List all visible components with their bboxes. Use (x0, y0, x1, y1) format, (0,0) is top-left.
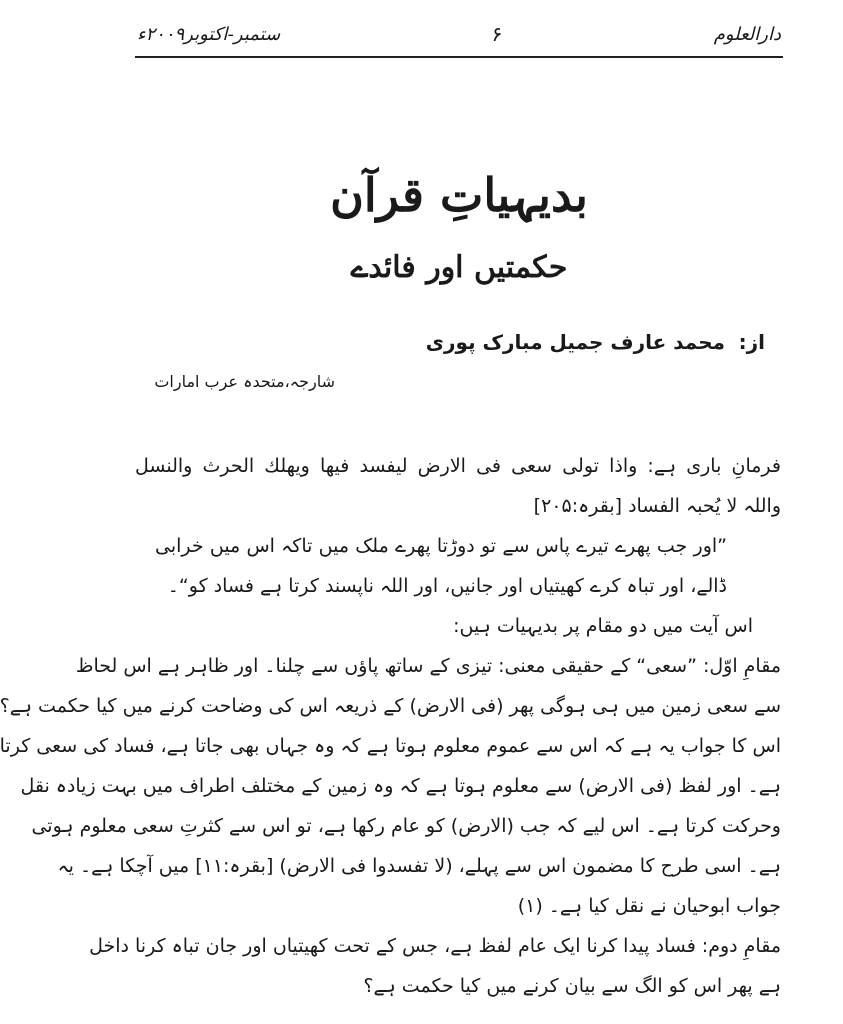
body-line: اس آیت میں دو مقام پر بدیہیات ہیں: (453, 615, 753, 637)
article-body (0, 446, 781, 1006)
body-line: فرمانِ باری ہے: واذا تولی سعی فی الارض لیفسد فیھا ویھلك الحرث والنسل (135, 455, 781, 477)
body-line: مقامِ اوّل: ”سعی“ کے حقیقی معنی: تیزی کے ساتھ پاؤں سے چلنا۔ اور ظاہر ہے اس لحاظ (75, 655, 781, 677)
body-line: ہے۔ اسی طرح کا مضمون اس سے پہلے، (لا تفسدوا فی الارض) [بقرہ:۱۱] میں آچکا ہے۔ یہ (57, 855, 781, 877)
author-name: محمد عارف جمیل مبارک پوری (425, 330, 725, 354)
article-subtitle: حکمتیں اور فائدے (350, 250, 568, 285)
body-line: اس کا جواب یہ ہے کہ اس سے عموم معلوم ہوتا ہے کہ وہ جہاں بھی جاتا ہے، فساد کی سعی کرتا (0, 735, 781, 757)
page-number: ۶ (491, 22, 503, 46)
page-bottom-fade (75, 1014, 843, 1024)
body-line: جواب ابوحیان نے نقل کیا ہے۔ (۱) (517, 895, 781, 917)
quote-line: ”اور جب پھرے تیرے پاس سے تو دوڑتا پھرے ملک میں تاکہ اس میں خرابی (155, 535, 727, 557)
byline-prefix: از: (738, 330, 765, 354)
body-line: ہے۔ اور لفظ (فی الارض) سے معلوم ہوتا ہے کہ وہ زمین کے مختلف اطراف میں بہت زیادہ نقل (20, 775, 781, 797)
body-line: وحرکت کرتا ہے۔ اس لیے کہ جب (الارض) کو عام رکھا ہے، تو اس سے کثرتِ سعی معلوم ہوتی (31, 815, 781, 837)
author-location: شارجہ،متحدہ عرب امارات (154, 372, 335, 391)
article-title: بدیہیاتِ قرآن (330, 168, 588, 222)
journal-name: دارالعلوم (713, 23, 781, 45)
body-line: مقامِ دوم: فساد پیدا کرنا ایک عام لفظ ہے، جس کے تحت کھیتیاں اور جان تباہ کرنا داخل (89, 935, 781, 957)
issue-date: ستمبر-اکتوبر۲۰۰۹ء (137, 23, 281, 45)
running-header (137, 14, 781, 54)
header-rule (135, 56, 783, 58)
body-line: ہے پھر اس کو الگ سے بیان کرنے میں کیا حکمت ہے؟ (363, 975, 781, 997)
quote-line: ڈالے، اور تباہ کرے کھیتیاں اور جانیں، اور اللہ ناپسند کرتا ہے فساد کو“۔ (167, 575, 727, 597)
body-line: واللہ لا یُحبہ الفساد [بقرہ:۲۰۵] (533, 495, 781, 517)
body-line: سے سعی زمین میں ہی ہوگی پھر (فی الارض) کے ذریعہ اس کی وضاحت کرنے میں کیا حکمت ہے؟ (0, 695, 781, 717)
